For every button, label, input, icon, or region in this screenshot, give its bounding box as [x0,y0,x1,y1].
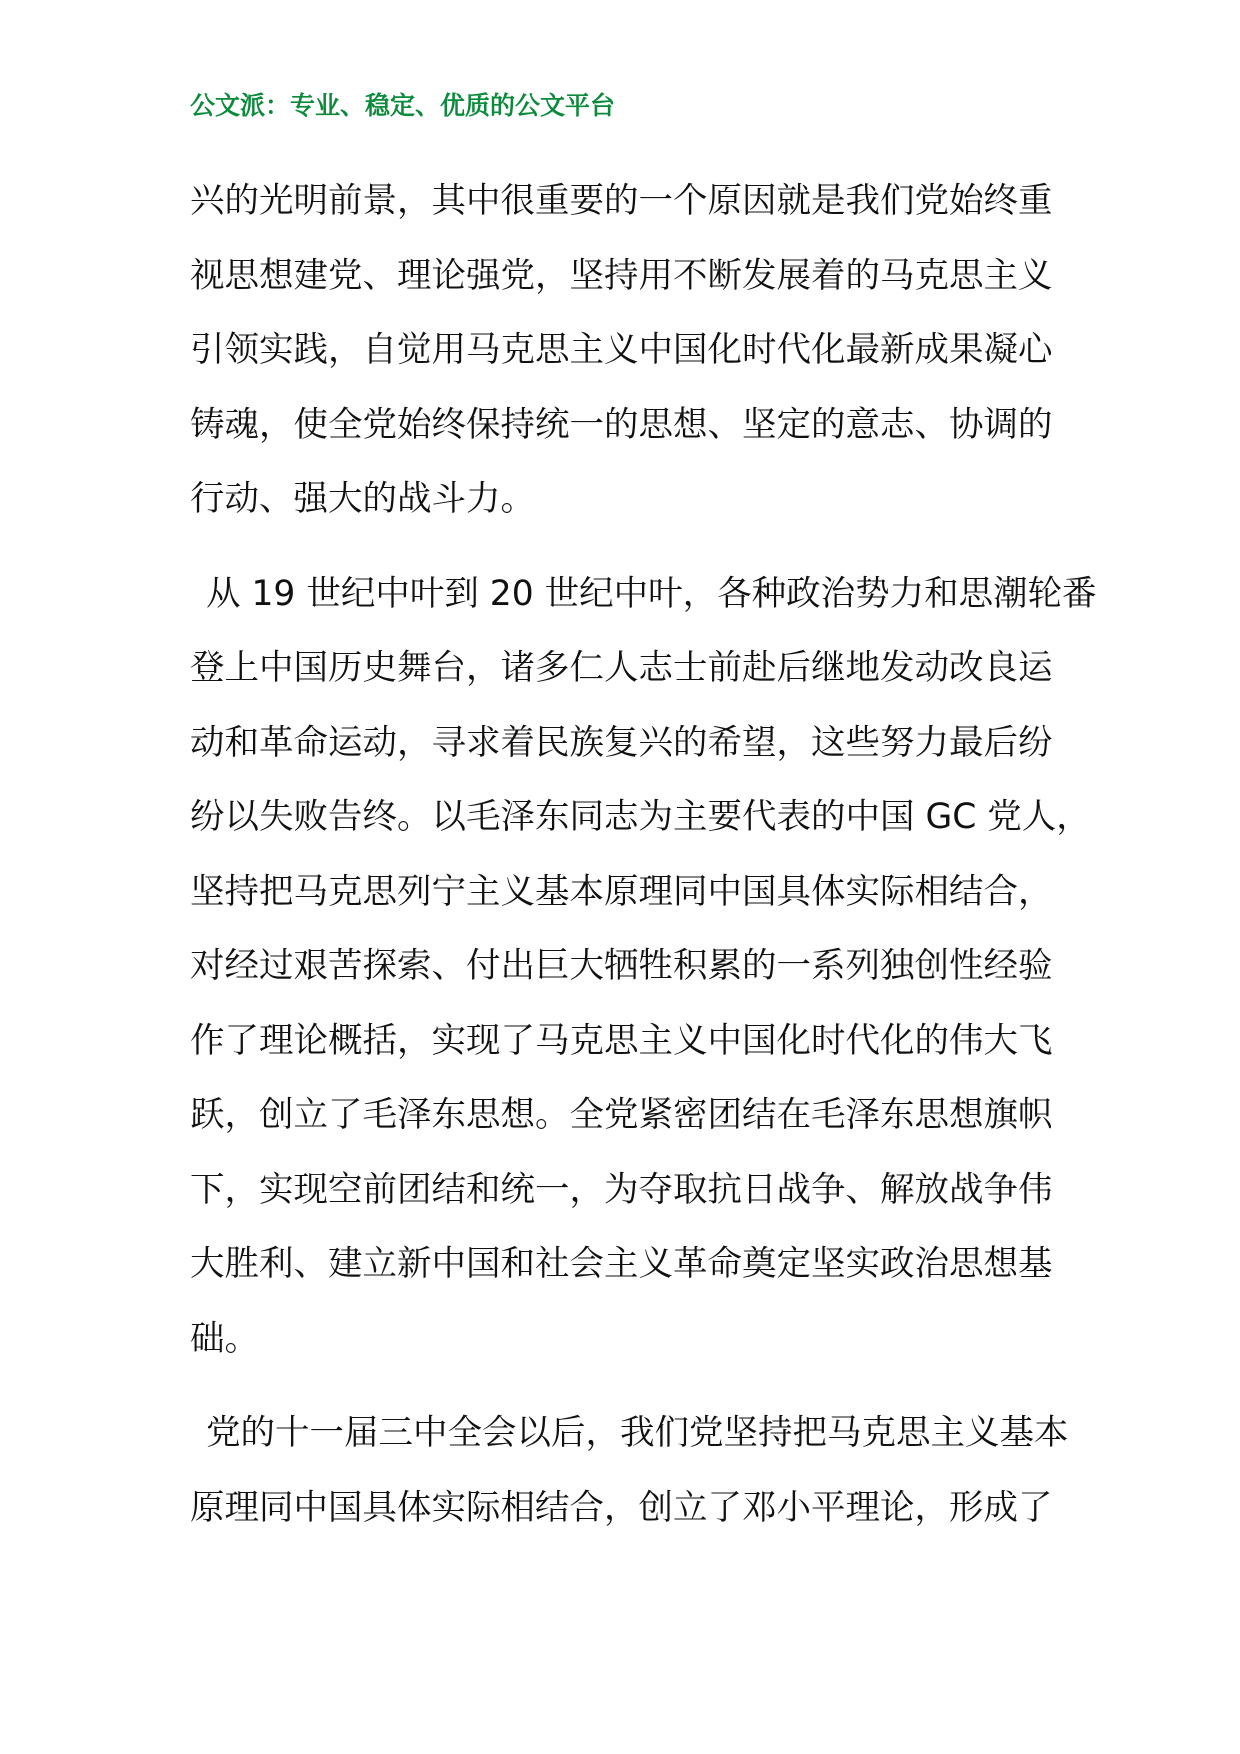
text-line: 兴的光明前景，其中很重要的一个原因就是我们党始终重 [190,181,1053,221]
paragraph-gap [190,537,1056,557]
text-line: 坚持把马克思列宁主义基本原理同中国具体实际相结合， [190,871,1053,912]
text-line: 下，实现空前团结和统一，为夺取抗日战争、解放战争伟 [190,1169,1053,1210]
page-header-title: 公文派：专业、稳定、优质的公文平台 [190,91,616,120]
text-line: 础。 [190,1318,259,1359]
paragraph-gap [190,1376,1056,1396]
paragraph [190,1396,1069,1545]
text-line: 引领实践，自觉用马克思主义中国化时代化最新成果凝心 [190,330,1053,370]
text-line: 党的十一届三中全会以后，我们党坚持把马克思主义基本 [206,1413,1069,1453]
text-line: 纷以失败告终。以毛泽东同志为主要代表的中国 GC 党人， [190,797,1091,837]
text-line: 行动、强大的战斗力。 [190,479,535,519]
text-line: 视思想建党、理论强党，坚持用不断发展着的马克思主义 [190,255,1053,296]
text-line: 作了理论概括，实现了马克思主义中国化时代化的伟大飞 [190,1020,1053,1061]
text-line: 跃，创立了毛泽东思想。全党紧密团结在毛泽东思想旗帜 [190,1095,1053,1135]
text-line: 从 19 世纪中叶到 20 世纪中叶，各种政治势力和思潮轮番 [206,573,1097,614]
paragraph [190,164,1056,537]
text-line: 登上中国历史舞台，诸多仁人志士前赴后继地发动改良运 [190,648,1053,688]
paragraph [190,557,1097,1377]
document-body [190,164,1097,1545]
text-line: 对经过艰苦探索、付出巨大牺牲积累的一系列独创性经验 [190,946,1053,986]
text-line: 动和革命运动，寻求着民族复兴的希望，这些努力最后纷 [190,722,1053,763]
text-line: 大胜利、建立新中国和社会主义革命奠定坚实政治思想基 [190,1244,1053,1284]
text-line: 铸魂，使全党始终保持统一的思想、坚定的意志、协调的 [190,404,1053,445]
text-line: 原理同中国具体实际相结合，创立了邓小平理论，形成了 [190,1487,1053,1528]
